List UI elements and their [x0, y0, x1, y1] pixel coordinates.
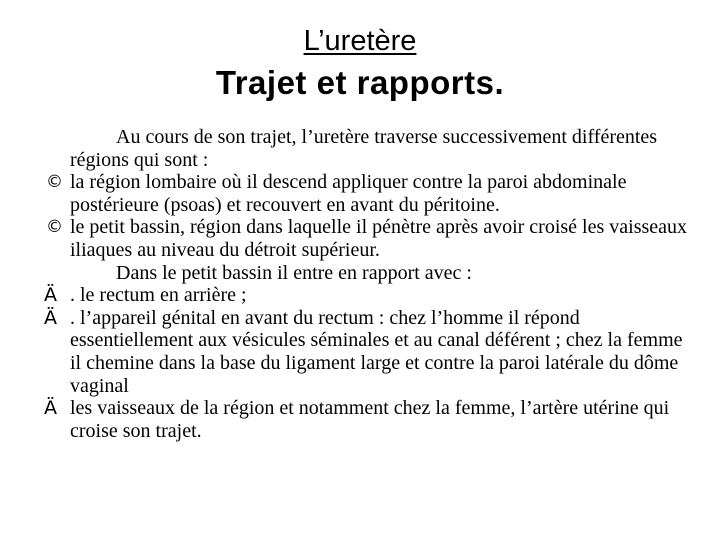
relation-item-rectum	[0, 284, 720, 307]
title-block	[0, 22, 720, 103]
arrow-bullet-icon: Ä	[44, 306, 57, 329]
relation-text: les vaisseaux de la région et notamment chez la femme, l’artère utérine qui croise son trajet.	[70, 397, 670, 442]
relation-item-appareil-genital	[0, 307, 720, 397]
arrow-bullet-icon: Ä	[44, 397, 57, 420]
region-text: la région lombaire où il descend appliquer contre la paroi abdominale postérieure (psoas) et recouvert en avant du péritoine.	[70, 171, 627, 216]
copyright-bullet-icon: ©	[46, 172, 63, 193]
copyright-bullet-icon: ©	[46, 217, 63, 238]
region-item-petit-bassin	[0, 216, 720, 261]
slide-title: L’uretère	[303, 25, 417, 57]
region-item-lombaire	[0, 171, 720, 216]
relation-text: . le rectum en arrière ;	[70, 284, 247, 307]
arrow-bullet-icon: Ä	[44, 284, 57, 307]
relation-text: . l’appareil génital en avant du rectum : chez l’homme il répond essentiellement aux vésicules séminales et au canal déférent ; chez la femme il chemine dans la base du ligament large et contre la paroi latérale du dôme vaginal	[70, 306, 683, 397]
body-text	[0, 126, 720, 442]
intro-paragraph: Au cours de son trajet, l’uretère traverse successivement différentes régions qui sont :	[70, 126, 658, 171]
relation-item-vaisseaux	[0, 397, 720, 442]
pelvis-intro-paragraph: Dans le petit bassin il entre en rapport avec :	[116, 261, 472, 284]
region-text: le petit bassin, région dans laquelle il pénètre après avoir croisé les vaisseaux iliaques au niveau du détroit supérieur.	[70, 216, 688, 261]
slide-subtitle: Trajet et rapports.	[215, 64, 505, 101]
